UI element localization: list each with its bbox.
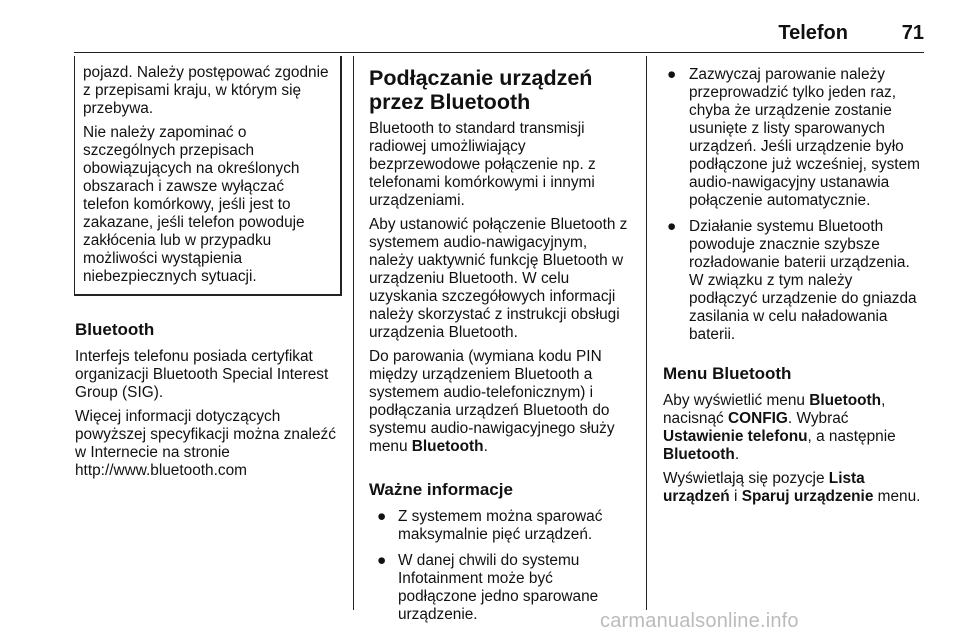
important-info-heading: Ważne informacje <box>369 480 513 499</box>
column-2 <box>369 56 634 632</box>
page-header <box>0 22 960 52</box>
menu-items-paragraph: Wyświetlają się pozycje Lista urządzeń i Sparuj urządzenie menu. <box>663 470 921 505</box>
bluetooth-standard-paragraph: Bluetooth to standard transmisji radiowej umożliwiający bezprzewodowe połączenie np. z telefonami komórkowymi i innymi urządzeniami. <box>369 120 596 209</box>
open-menu-paragraph: Aby wyświetlić menu Bluetooth, nacisnąć CONFIG. Wybrać Ustawienie telefonu, a następnie Bluetooth. <box>663 392 896 463</box>
bullet-icon: ● <box>377 508 387 525</box>
bullet-icon: ● <box>667 218 677 235</box>
column-3 <box>663 56 925 512</box>
certification-paragraph: Interfejs telefonu posiada certyfikat organizacji Bluetooth Special Interest Group (SIG). <box>75 348 329 401</box>
header-rule <box>74 52 924 53</box>
important-info-list <box>369 508 634 624</box>
page-number: 71 <box>901 22 924 44</box>
pairing-notes-list <box>663 66 925 344</box>
warning-box <box>74 56 342 296</box>
section-title: Telefon <box>778 22 848 44</box>
list-item: ● Z systemem można sparować maksymalnie pięć urządzeń. <box>377 508 603 543</box>
list-item: ● W danej chwili do systemu Infotainment może być podłączone jedno sparowane urządzenie. <box>377 552 599 623</box>
watermark: carmanualsonline.info <box>600 610 799 632</box>
column-1 <box>75 56 343 486</box>
list-item: ● Zazwyczaj parowanie należy przeprowadzić tylko jeden raz, chyba że urządzenie zostanie usunięte z listy sparowanych urządzeń. Jeśli urządzenie było podłączone już wcześniej, system audio-nawigacyjny ustanawia połączenie automatycznie. <box>667 66 920 209</box>
bullet-icon: ● <box>377 552 387 569</box>
list-item: ● Działanie systemu Bluetooth powoduje znacznie szybsze rozładowanie baterii urządzenia. W związku z tym należy podłączyć urządzenie do gniazda zasilania w celu naładowania baterii. <box>667 218 917 343</box>
config-button-label: CONFIG <box>728 410 788 427</box>
establish-connection-paragraph: Aby ustanowić połączenie Bluetooth z systemem audio-nawigacyjnym, należy uaktywnić funkcję Bluetooth w urządzeniu Bluetooth. W celu uzyskania szczegółowych informacji należy skorzystać z instrukcji obsługi urządzenia Bluetooth. <box>369 216 628 341</box>
bluetooth-menu-heading: Menu Bluetooth <box>663 364 792 383</box>
pairing-menu-paragraph: Do parowania (wymiana kodu PIN między urządzeniem Bluetooth a systemem audio-telefonicznym) i podłączania urządzeń Bluetooth do systemu audio-nawigacyjnego służy menu Bluetooth. <box>369 348 615 455</box>
bluetooth-menu-name: Bluetooth <box>411 438 484 455</box>
more-info-paragraph: Więcej informacji dotyczących powyższej specyfikacji można znaleźć w Internecie na stronie http://www.bluetooth.com <box>75 408 336 479</box>
bluetooth-heading: Bluetooth <box>75 320 155 339</box>
pairing-heading: Podłączanie urządzeń przez Bluetooth <box>369 66 593 114</box>
column-divider-1 <box>353 56 354 610</box>
warning-paragraph-2: Nie należy zapominać o szczególnych przepisach obowiązujących na określonych obszarach i zawsze wyłączać telefon komórkowy, jeśli jest to zakazane, jeśli telefon powoduje zakłócenia lub w przypadku możliwości wystąpienia niebezpiecznych sytuacji. <box>83 124 305 285</box>
warning-paragraph-1: pojazd. Należy postępować zgodnie z przepisami kraju, w którym się przebywa. <box>83 64 329 117</box>
bullet-icon: ● <box>667 66 677 83</box>
column-divider-2 <box>646 56 647 610</box>
